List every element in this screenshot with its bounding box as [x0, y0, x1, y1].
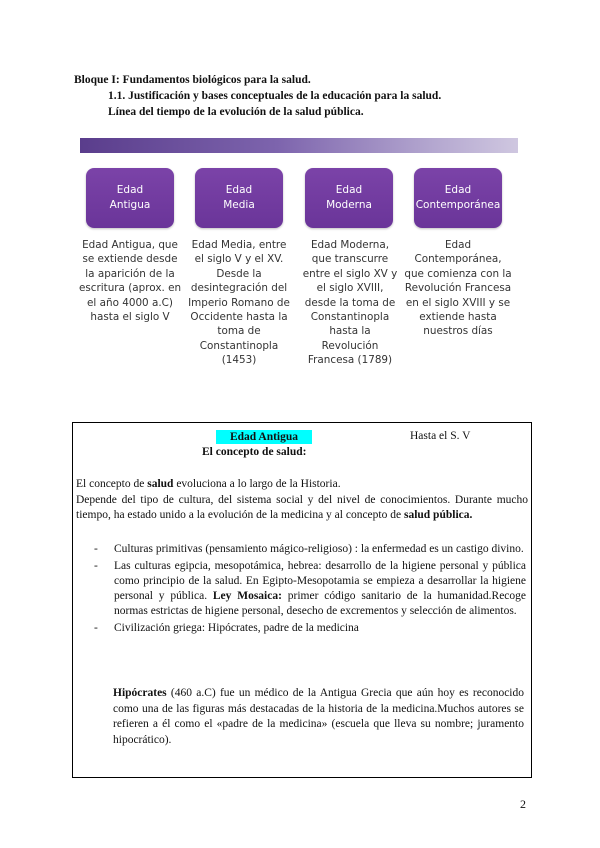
era-name: Antigua — [109, 199, 151, 211]
subtitle: El concepto de salud: — [202, 446, 307, 458]
era-description-antigua: Edad Antigua, que se extiende desde la aparición de la escritura (aprox. en el año 4000 a.C) hasta el siglo V — [78, 239, 182, 324]
era-name: Contemporánea — [415, 199, 501, 211]
culture-list — [94, 542, 526, 638]
era-box-contemporanea — [414, 168, 502, 228]
list-item: - Civilización griega: Hipócrates, padre de la medicina — [94, 622, 359, 634]
era-box-antigua — [86, 168, 174, 228]
hipocrates-paragraph: Hipócrates (460 a.C) fue un médico de la Antigua Grecia que aún hoy es reconocido como una de las figuras más destacadas de la historia de la medicina.Muchos autores se refieren a él como el «padre de la medicina» (escuela que lleva su nombre; juramento hipocrático). — [113, 687, 524, 746]
paragraph-1: El concepto de salud evoluciona a lo largo de la Historia. — [76, 478, 341, 490]
era-description-moderna: Edad Moderna, que transcurre entre el siglo XV y el siglo XVIII, desde la toma de Constantinopla hasta la Revolución Francesa (1789) — [302, 239, 398, 367]
page-number: 2 — [520, 797, 526, 811]
era-tag: Edad Antigua — [216, 430, 312, 444]
section-title: 1.1. Justificación y bases conceptuales de la educación para la salud. — [108, 90, 442, 102]
era-name: Edad — [225, 184, 253, 196]
timeline-title: Línea del tiempo de la evolución de la salud pública. — [108, 106, 364, 118]
era-box-moderna — [305, 168, 393, 228]
era-name: Moderna — [326, 199, 372, 211]
era-name: Media — [223, 199, 255, 211]
era-name: Edad — [335, 184, 363, 196]
list-item: - Las culturas egipcia, mesopotámica, hebrea: desarrollo de la higiene personal y pública como principio de la salud. En Egipto-Mesopotamia se empieza a desarrollar la higiene personal y pública. Ley Mosaica: primer código sanitario de la humanidad.Recoge normas estrictas de higiene personal, desecho de excrementos y selección de alimentos. — [94, 560, 527, 617]
era-name: Edad — [116, 184, 144, 196]
era-name: Edad — [444, 184, 472, 196]
era-description-media: Edad Media, entre el siglo V y el XV. Desde la desintegración del Imperio Romano de Occidente hasta la toma de Constantinopla (1453) — [188, 239, 290, 367]
era-box-media — [195, 168, 283, 228]
block-title: Bloque I: Fundamentos biológicos para la salud. — [74, 74, 311, 86]
era-range: Hasta el S. V — [410, 430, 471, 442]
paragraph-2: Depende del tipo de cultura, del sistema social y del nivel de conocimientos. Durante mucho tiempo, ha estado unido a la evolución de la medicina y al concepto de salud pública. — [76, 494, 528, 521]
list-item: - Culturas primitivas (pensamiento mágico-religioso) : la enfermedad es un castigo divino. — [94, 543, 524, 555]
timeline-bar — [80, 138, 518, 153]
era-description-contemporanea: Edad Contemporánea, que comienza con la Revolución Francesa en el siglo XVIII y se extiende hasta nuestros días — [404, 239, 512, 338]
